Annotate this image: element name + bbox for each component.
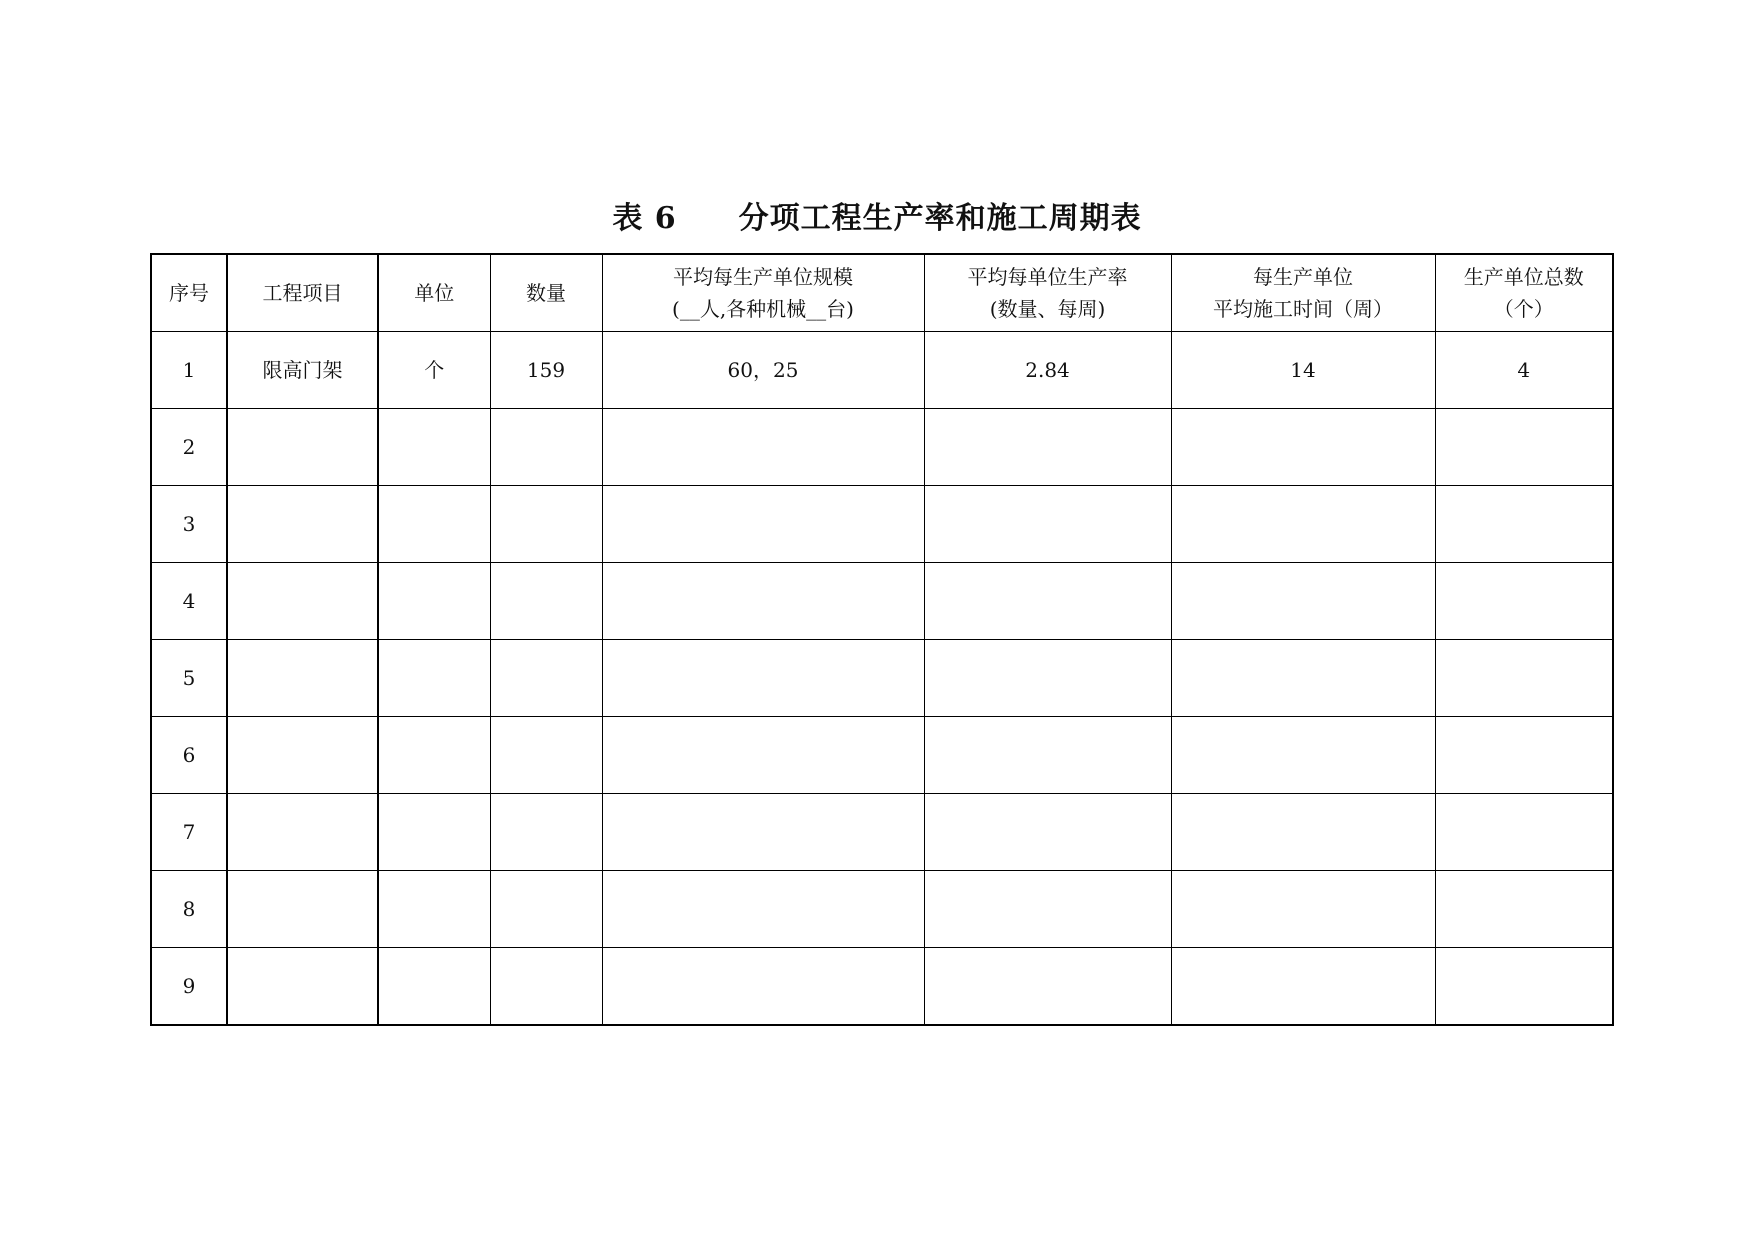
cell-unit-scale <box>602 717 924 794</box>
cell-serial: 6 <box>151 717 227 794</box>
cell-unit: 个 <box>378 332 490 409</box>
table-row <box>151 332 1613 409</box>
cell-serial: 1 <box>151 332 227 409</box>
cell-duration: 14 <box>1171 332 1435 409</box>
cell-quantity <box>490 640 602 717</box>
cell-quantity <box>490 563 602 640</box>
table-row <box>151 486 1613 563</box>
cell-duration <box>1171 409 1435 486</box>
cell-unit-scale <box>602 640 924 717</box>
cell-serial: 2 <box>151 409 227 486</box>
cell-unit-scale <box>602 871 924 948</box>
cell-serial: 9 <box>151 948 227 1026</box>
table-row <box>151 871 1613 948</box>
cell-project <box>227 794 378 871</box>
header-cell-unit-scale: 平均每生产单位规模 (__人,各种机械__台) <box>602 254 924 332</box>
cell-serial: 8 <box>151 871 227 948</box>
cell-unit <box>378 563 490 640</box>
cell-unit <box>378 640 490 717</box>
cell-unit <box>378 948 490 1026</box>
cell-serial: 5 <box>151 640 227 717</box>
cell-unit <box>378 409 490 486</box>
header-cell-unit: 单位 <box>378 254 490 332</box>
cell-unit-scale <box>602 563 924 640</box>
cell-total-units <box>1435 717 1613 794</box>
header-row <box>151 254 1613 332</box>
table-row <box>151 563 1613 640</box>
cell-duration <box>1171 486 1435 563</box>
cell-productivity <box>924 563 1171 640</box>
cell-project <box>227 409 378 486</box>
cell-total-units <box>1435 871 1613 948</box>
cell-duration <box>1171 948 1435 1026</box>
cell-project <box>227 948 378 1026</box>
header-cell-total-units: 生产单位总数 （个） <box>1435 254 1613 332</box>
cell-unit <box>378 871 490 948</box>
cell-project <box>227 640 378 717</box>
header-cell-duration: 每生产单位 平均施工时间（周） <box>1171 254 1435 332</box>
cell-productivity <box>924 486 1171 563</box>
header-cell-project: 工程项目 <box>227 254 378 332</box>
table-row <box>151 794 1613 871</box>
cell-productivity <box>924 717 1171 794</box>
cell-serial: 7 <box>151 794 227 871</box>
cell-quantity <box>490 794 602 871</box>
cell-total-units <box>1435 486 1613 563</box>
cell-total-units <box>1435 794 1613 871</box>
cell-project <box>227 563 378 640</box>
cell-unit-scale <box>602 794 924 871</box>
cell-project <box>227 717 378 794</box>
table-number: 表 6 <box>612 201 677 236</box>
cell-quantity <box>490 948 602 1026</box>
cell-unit-scale: 60，25 <box>602 332 924 409</box>
document-title <box>0 196 1754 242</box>
cell-productivity <box>924 794 1171 871</box>
cell-unit <box>378 486 490 563</box>
cell-productivity: 2.84 <box>924 332 1171 409</box>
cell-total-units <box>1435 948 1613 1026</box>
cell-quantity <box>490 409 602 486</box>
cell-duration <box>1171 563 1435 640</box>
table-row <box>151 640 1613 717</box>
cell-unit <box>378 794 490 871</box>
cell-quantity <box>490 486 602 563</box>
cell-duration <box>1171 640 1435 717</box>
cell-total-units <box>1435 640 1613 717</box>
cell-serial: 3 <box>151 486 227 563</box>
table-body <box>151 332 1613 1026</box>
table-row <box>151 948 1613 1026</box>
cell-project <box>227 871 378 948</box>
cell-duration <box>1171 794 1435 871</box>
cell-project: 限高门架 <box>227 332 378 409</box>
cell-productivity <box>924 948 1171 1026</box>
cell-productivity <box>924 871 1171 948</box>
cell-unit <box>378 717 490 794</box>
table-row <box>151 409 1613 486</box>
cell-serial: 4 <box>151 563 227 640</box>
cell-unit-scale <box>602 486 924 563</box>
header-cell-productivity: 平均每单位生产率 (数量、每周) <box>924 254 1171 332</box>
cell-productivity <box>924 409 1171 486</box>
cell-project <box>227 486 378 563</box>
header-cell-quantity: 数量 <box>490 254 602 332</box>
header-cell-serial: 序号 <box>151 254 227 332</box>
cell-productivity <box>924 640 1171 717</box>
cell-total-units: 4 <box>1435 332 1613 409</box>
table-title-text: 分项工程生产率和施工周期表 <box>738 201 1142 236</box>
cell-duration <box>1171 717 1435 794</box>
cell-total-units <box>1435 409 1613 486</box>
cell-quantity <box>490 717 602 794</box>
cell-total-units <box>1435 563 1613 640</box>
cell-quantity: 159 <box>490 332 602 409</box>
table-row <box>151 717 1613 794</box>
cell-quantity <box>490 871 602 948</box>
cell-duration <box>1171 871 1435 948</box>
cell-unit-scale <box>602 948 924 1026</box>
cell-unit-scale <box>602 409 924 486</box>
production-rate-table <box>150 253 1614 1026</box>
